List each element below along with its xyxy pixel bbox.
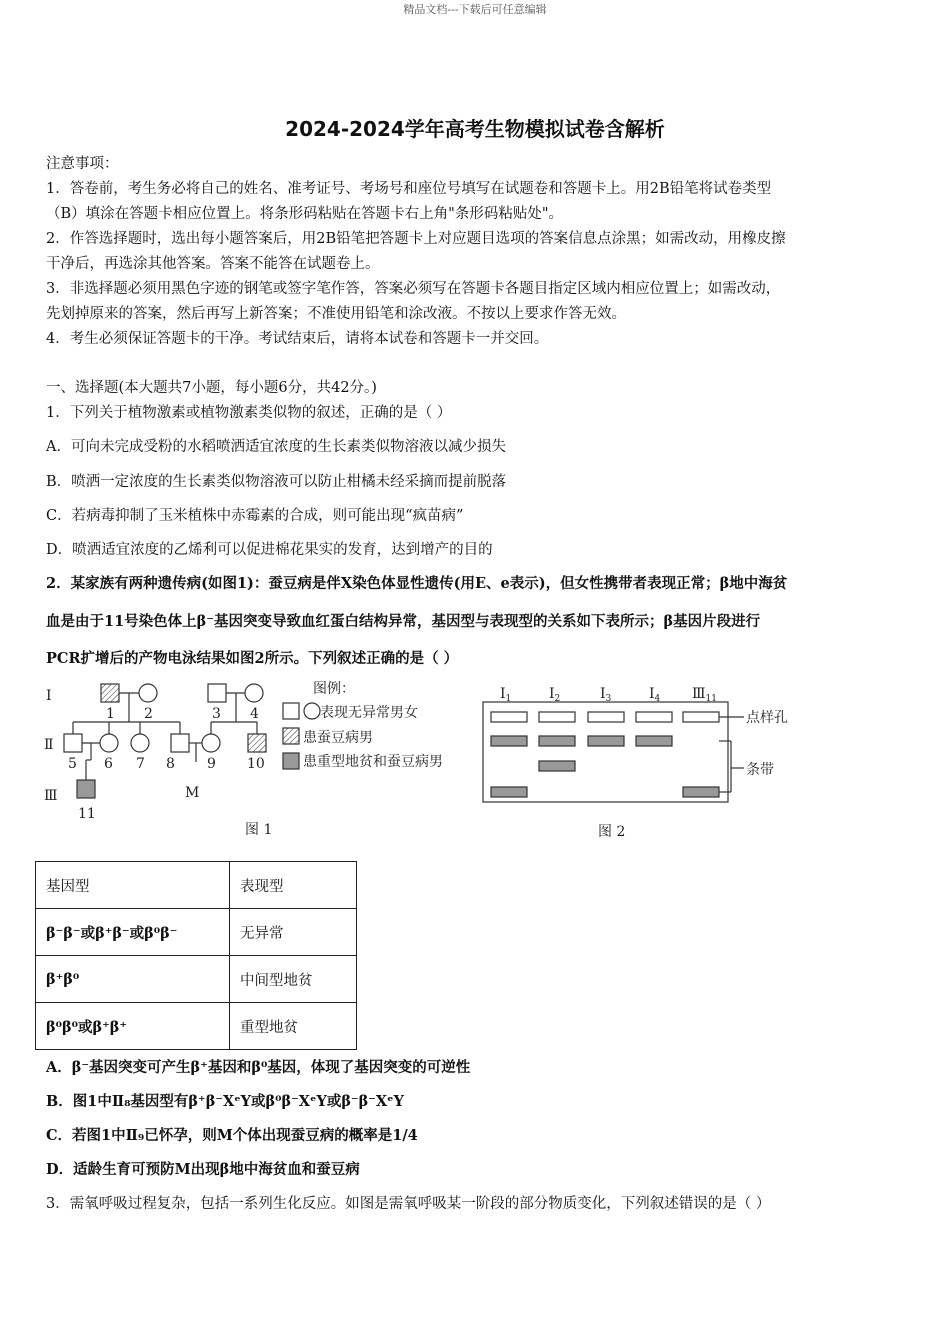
q2-option-c: C．若图1中Ⅱ₉已怀孕，则M个体出现蚕豆病的概率是1/4	[46, 1127, 418, 1144]
legend-normal-female-icon	[304, 703, 320, 719]
individual-number: 2	[144, 706, 153, 722]
individual-m-label: M	[185, 785, 200, 801]
band	[588, 736, 624, 746]
genotype-cell: β⁺β⁰	[36, 956, 230, 1003]
individual-4	[245, 684, 263, 702]
individual-number: 6	[104, 756, 113, 772]
notice-heading: 注意事项：	[46, 156, 119, 172]
page-header: 精品文档---下载后可任意编辑	[403, 3, 547, 16]
genotype-cell: β⁻β⁻或β⁺β⁻或β⁰β⁻	[36, 909, 230, 956]
generation-label: Ⅱ	[44, 737, 54, 753]
legend-thalassemia-favism-male-icon	[283, 753, 299, 769]
lane-label: $Ⅲ_{11}$	[692, 686, 717, 704]
legend-label: 患蚕豆病男	[303, 730, 373, 746]
table-header-cell: 基因型	[36, 862, 230, 909]
generation-label: Ⅲ	[44, 788, 58, 804]
document-title: 2024-2024学年高考生物模拟试卷含解析	[285, 117, 665, 141]
individual-number: 3	[212, 706, 221, 722]
individual-number: 4	[250, 706, 259, 722]
individual-9	[202, 734, 220, 752]
q1-option-a: A．可向未完成受粉的水稻喷洒适宜浓度的生长素类似物溶液以减少损失	[46, 439, 506, 455]
legend-title: 图例：	[313, 681, 355, 697]
q2-stem-line1: 2．某家族有两种遗传病(如图1)：蚕豆病是伴X染色体显性遗传(用E、e表示)，但女性携带者表现正常；β地中海贫	[46, 575, 788, 592]
individual-number: 7	[136, 756, 145, 772]
individual-2	[139, 684, 157, 702]
individual-1	[101, 684, 119, 702]
individual-6	[100, 734, 118, 752]
q3-stem: 3．需氧呼吸过程复杂，包括一系列生化反应。如图是需氧呼吸某一阶段的部分物质变化，下列叙述错误的是（ ）	[46, 1196, 771, 1212]
figure-caption: 图 1	[245, 822, 273, 838]
individual-7	[131, 734, 149, 752]
lane-label: $I_3$	[600, 686, 612, 704]
notice-line: （B）填涂在答题卡相应位置上。将条形码粘贴在答题卡右上角"条形码粘贴处"。	[46, 206, 563, 222]
phenotype-cell: 重型地贫	[230, 1003, 357, 1050]
individual-number: 5	[68, 756, 77, 772]
section-heading: 一、选择题(本大题共7小题，每小题6分，共42分。)	[46, 380, 377, 396]
notice-line: 2．作答选择题时，选出每小题答案后，用2B铅笔把答题卡上对应题目选项的答案信息点涂黑；如需改动，用橡皮擦	[46, 231, 786, 247]
individual-number: 1	[106, 706, 115, 722]
legend-normal-male-icon	[283, 703, 299, 719]
notice-line: 3．非选择题必须用黑色字迹的钢笔或签字笔作答，答案必须写在答题卡各题目指定区域内相应位置上；如需改动，	[46, 281, 781, 297]
q1-stem: 1．下列关于植物激素或植物激素类似物的叙述，正确的是（ ）	[46, 405, 452, 421]
band	[636, 736, 672, 746]
generation-label: Ⅰ	[46, 688, 52, 704]
q1-option-b: B．喷洒一定浓度的生长素类似物溶液可以防止柑橘未经采摘而提前脱落	[46, 474, 507, 490]
pedigree-figure	[40, 676, 490, 844]
table-header-cell: 表现型	[230, 862, 357, 909]
individual-number: 8	[166, 756, 175, 772]
individual-number: 11	[78, 806, 96, 822]
individual-5	[64, 734, 82, 752]
genotype-phenotype-table	[35, 861, 357, 1050]
figure-caption: 图 2	[598, 824, 626, 840]
phenotype-cell: 无异常	[230, 909, 357, 956]
bands-label: 条带	[746, 762, 774, 778]
notice-line: 先划掉原来的答案，然后再写上新答案；不准使用铅笔和涂改液。不按以上要求作答无效。	[46, 306, 626, 322]
q2-option-d: D．适龄生育可预防M出现β地中海贫血和蚕豆病	[46, 1161, 360, 1178]
band	[683, 787, 719, 797]
table-row	[36, 909, 357, 956]
legend-favism-male-icon	[283, 728, 299, 744]
legend-label: 患重型地贫和蚕豆病男	[303, 754, 443, 770]
well	[539, 712, 575, 722]
individual-8	[171, 734, 189, 752]
band	[539, 761, 575, 771]
lane-label: $I_4$	[649, 686, 661, 704]
q2-option-a: A．β⁻基因突变可产生β⁺基因和β⁰基因，体现了基因突变的可逆性	[46, 1059, 471, 1076]
q2-stem-line2: 血是由于11号染色体上β⁻基因突变导致血红蛋白结构异常，基因型与表现型的关系如下表所示；β基因片段进行	[46, 613, 761, 630]
individual-10	[248, 734, 266, 752]
individual-11	[77, 780, 95, 798]
individual-3	[208, 684, 226, 702]
individual-number: 10	[247, 756, 265, 772]
well	[636, 712, 672, 722]
q1-option-d: D．喷洒适宜浓度的乙烯利可以促进棉花果实的发育，达到增产的目的	[46, 542, 493, 558]
individual-number: 9	[207, 756, 216, 772]
notice-line: 干净后，再选涂其他答案。答案不能答在试题卷上。	[46, 256, 380, 272]
band	[491, 736, 527, 746]
lane-label: $I_1$	[500, 686, 512, 704]
table-header-row	[36, 862, 357, 909]
notice-line: 4．考生必须保证答题卡的干净。考试结束后，请将本试卷和答题卡一并交回。	[46, 331, 549, 347]
table-row	[36, 1003, 357, 1050]
phenotype-cell: 中间型地贫	[230, 956, 357, 1003]
notice-line: 1．答卷前，考生务必将自己的姓名、准考证号、考场号和座位号填写在试题卷和答题卡上。用2B铅笔将试卷类型	[46, 181, 772, 197]
q2-stem-line3: PCR扩增后的产物电泳结果如图2所示。下列叙述正确的是（ ）	[46, 650, 459, 667]
genotype-cell: β⁰β⁰或β⁺β⁺	[36, 1003, 230, 1050]
band	[539, 736, 575, 746]
legend-label: 表现无异常男女	[320, 705, 418, 721]
well	[491, 712, 527, 722]
lane-label: $I_2$	[549, 686, 561, 704]
well	[588, 712, 624, 722]
electrophoresis-figure	[478, 680, 818, 846]
table-row	[36, 956, 357, 1003]
q1-option-c: C．若病毒抑制了玉米植株中赤霉素的合成，则可能出现“疯苗病”	[46, 508, 464, 524]
q2-option-b: B．图1中Ⅱ₈基因型有β⁺β⁻XᵉY或β⁰β⁻XᵉY或β⁻β⁻XᵉY	[46, 1093, 404, 1110]
wells-label: 点样孔	[746, 710, 788, 726]
well	[683, 712, 719, 722]
band	[491, 787, 527, 797]
